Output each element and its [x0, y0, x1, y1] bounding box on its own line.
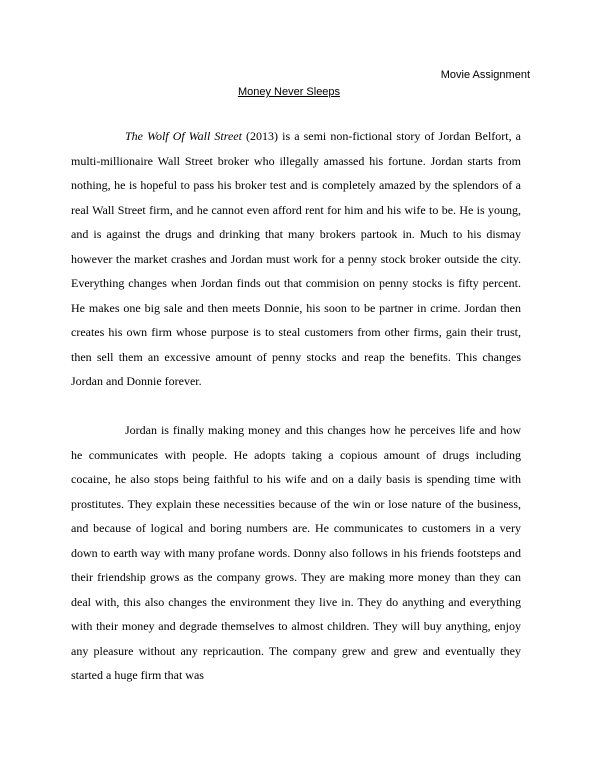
paragraph-1-body: (2013) is a semi non-fictional story of Jordan Belfort, a multi-millionaire Wall Street broker who illegally amassed his fortune. Jordan starts from nothing, he is hopeful to pass his broker test and is completely amazed by the splendors of a real Wall Street firm, and he cannot even afford rent for him and his wife to be. He is young, and is against the drugs and drinking that many brokers partook in. Much to his dismay however the market crashes and Jordan must work for a penny stock broker outside the city. Everything changes when Jordan finds out that commision on penny stocks is fifty percent. He makes one big sale and then meets Donnie, his soon to be partner in crime. Jordan then creates his own firm whose purpose is to steal customers from other firms, gain their trust, then sell them an excessive amount of penny stocks and reap the benefits. This changes Jordan and Donnie forever.	[71, 129, 522, 388]
movie-title: The Wolf Of Wall Street	[125, 129, 242, 143]
paragraph-2	[71, 418, 521, 688]
document-title: Money Never Sleeps	[237, 86, 341, 98]
paragraph-2-text: Jordan is finally making money and this changes how he perceives life and how he communicates with people. He adopts taking a copious amount of drugs including cocaine, he also stops being faithful to his wife and on a daily basis is spending time with prostitutes. They explain these necessities because of the win or lose nature of the business, and because of logical and boring numbers are. He communicates to customers in a very down to earth way with many profane words. Donny also follows in his friends footsteps and their friendship grows as the company grows. They are making more money than they can deal with, this also changes the environment they live in. They do anything and everything with their money and degrade themselves to almost children. They will buy anything, enjoy any pleasure without any repricaution. The company grew and grew and eventually they started a huge firm that was	[71, 423, 521, 682]
paragraph-1	[71, 124, 521, 394]
page-header-label: Movie Assignment	[440, 69, 530, 81]
paragraph-1-text	[71, 124, 521, 394]
